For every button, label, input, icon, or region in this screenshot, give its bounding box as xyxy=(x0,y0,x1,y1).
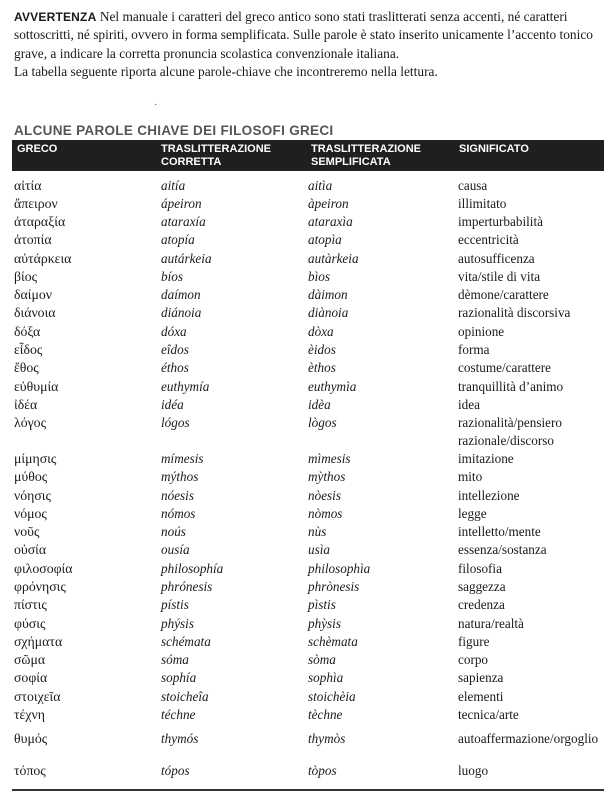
cell-significato: autosufficenza xyxy=(458,251,535,266)
cell-corretta: atopía xyxy=(161,232,195,247)
cell-greek: λόγος xyxy=(14,415,47,430)
cell-significato: illimitato xyxy=(458,196,507,211)
warning-lead: AVVERTENZA xyxy=(14,10,97,24)
cell-greek: φιλοσοφία xyxy=(14,561,73,576)
cell-corretta: phrónesis xyxy=(161,579,213,594)
header-semplificata-line2: SEMPLIFICATA xyxy=(311,155,391,168)
cell-significato: vita/stile di vita xyxy=(458,269,541,284)
cell-significato: imperturbabilità xyxy=(458,214,543,229)
cell-significato: luogo xyxy=(458,763,489,778)
cell-semplificata: dòxa xyxy=(308,324,334,339)
cell-greek: φρόνησις xyxy=(14,579,66,594)
cell-significato: opinione xyxy=(458,324,505,339)
cell-corretta: thymós xyxy=(161,731,199,746)
cell-significato: credenza xyxy=(458,597,505,612)
cell-semplificata: stoichèia xyxy=(308,689,356,704)
cell-corretta: idéa xyxy=(161,397,184,412)
cell-corretta: eîdos xyxy=(161,342,189,357)
cell-corretta: philosophía xyxy=(161,561,224,576)
cell-semplificata: nòesis xyxy=(308,488,341,503)
cell-semplificata: dàimon xyxy=(308,287,348,302)
cell-greek: αἰτία xyxy=(14,178,42,193)
cell-greek: νόμος xyxy=(14,506,47,521)
cell-corretta: dóxa xyxy=(161,324,187,339)
cell-semplificata: atopìa xyxy=(308,232,342,247)
cell-significato: razionalità/pensiero razionale/discorso xyxy=(458,415,562,448)
cell-semplificata: èidos xyxy=(308,342,336,357)
cell-corretta: bíos xyxy=(161,269,183,284)
cell-semplificata: sòma xyxy=(308,652,336,667)
cell-semplificata: usìa xyxy=(308,542,330,557)
cell-significato: intelletto/mente xyxy=(458,524,541,539)
cell-greek: βίος xyxy=(14,269,38,284)
cell-greek: τόπος xyxy=(14,763,46,778)
cell-semplificata: lògos xyxy=(308,415,337,430)
header-greek-label: GRECO xyxy=(17,143,58,155)
cell-significato: saggezza xyxy=(458,579,506,594)
warning-text-2: La tabella seguente riporta alcune parole-chiave che incontreremo nella lettura. xyxy=(14,63,438,79)
cell-semplificata: phrònesis xyxy=(308,579,360,594)
cell-significato: tecnica/arte xyxy=(458,707,519,722)
header-significato-label: SIGNIFICATO xyxy=(459,143,529,155)
cell-corretta: aitía xyxy=(161,178,186,193)
cell-corretta: schémata xyxy=(161,634,211,649)
cell-significato: forma xyxy=(458,342,490,357)
cell-semplificata: thymòs xyxy=(308,731,346,746)
stray-dot: · xyxy=(154,100,158,111)
cell-corretta: ousía xyxy=(161,542,190,557)
cell-greek: δαίμον xyxy=(14,287,52,302)
cell-semplificata: nùs xyxy=(308,524,327,539)
cell-greek: ἀταραξία xyxy=(14,214,66,229)
cell-semplificata: èthos xyxy=(308,360,336,375)
cell-significato: costume/carattere xyxy=(458,360,551,375)
cell-semplificata: autàrkeia xyxy=(308,251,359,266)
cell-significato: essenza/sostanza xyxy=(458,542,547,557)
cell-greek: νοῦς xyxy=(14,524,40,539)
cell-significato: dèmone/carattere xyxy=(458,287,549,302)
header-semplificata-line1: TRASLITTERAZIONE xyxy=(311,143,421,155)
cell-corretta: nómos xyxy=(161,506,196,521)
cell-corretta: nóesis xyxy=(161,488,194,503)
cell-greek: διάνοια xyxy=(14,305,56,320)
cell-greek: οὐσία xyxy=(14,542,47,557)
cell-corretta: pístis xyxy=(161,597,189,612)
cell-significato: legge xyxy=(458,506,487,521)
cell-semplificata: ataraxìa xyxy=(308,214,353,229)
cell-semplificata: mìmesis xyxy=(308,451,351,466)
cell-semplificata: tèchne xyxy=(308,707,343,722)
cell-corretta: téchne xyxy=(161,707,196,722)
cell-corretta: tópos xyxy=(161,763,190,778)
cell-significato: imitazione xyxy=(458,451,514,466)
cell-semplificata: sophìa xyxy=(308,670,344,685)
cell-greek: στοιχεῖα xyxy=(14,689,61,704)
cell-greek: ἄπειρον xyxy=(14,196,58,211)
cell-greek: τέχνη xyxy=(14,707,45,722)
table-bottom-rule xyxy=(12,789,604,791)
cell-corretta: diánoia xyxy=(161,305,202,320)
cell-greek: ἀτοπία xyxy=(14,232,52,247)
cell-greek: σοφία xyxy=(14,670,48,685)
cell-corretta: daímon xyxy=(161,287,201,302)
cell-corretta: mímesis xyxy=(161,451,204,466)
cell-significato: eccentricità xyxy=(458,232,519,247)
cell-semplificata: philosophìa xyxy=(308,561,371,576)
header-corretta-line1: TRASLITTERAZIONE xyxy=(161,143,271,155)
cell-corretta: sophía xyxy=(161,670,197,685)
cell-semplificata: pìstis xyxy=(308,597,336,612)
cell-greek: σῶμα xyxy=(14,652,46,667)
cell-semplificata: phỳsis xyxy=(308,616,341,631)
cell-semplificata: euthymìa xyxy=(308,379,357,394)
cell-greek: πίστις xyxy=(14,597,47,612)
cell-greek: φύσις xyxy=(14,616,46,631)
cell-semplificata: àpeiron xyxy=(308,196,349,211)
cell-significato: idea xyxy=(458,397,480,412)
cell-semplificata: tòpos xyxy=(308,763,337,778)
warning-text: Nel manuale i caratteri del greco antico sono stati traslitterati senza accenti, né caratteri sottoscritti, né spiriti, ovvero in forma semplificata. Sulle parole è stato inserito unicamente l’accento tonico grave, a indicare la corretta pronuncia scolastica convenzionale italiana. xyxy=(14,9,593,61)
cell-corretta: euthymía xyxy=(161,379,210,394)
cell-semplificata: nòmos xyxy=(308,506,343,521)
cell-significato: figure xyxy=(458,634,490,649)
cell-semplificata: diànoia xyxy=(308,305,349,320)
cell-greek: δόξα xyxy=(14,324,41,339)
cell-corretta: stoicheîa xyxy=(161,689,209,704)
cell-significato: causa xyxy=(458,178,488,193)
cell-greek: εἶδος xyxy=(14,342,43,357)
cell-semplificata: idèa xyxy=(308,397,331,412)
cell-corretta: lógos xyxy=(161,415,190,430)
cell-greek: εὐθυμία xyxy=(14,379,59,394)
cell-significato: sapienza xyxy=(458,670,504,685)
cell-corretta: ataraxía xyxy=(161,214,206,229)
cell-greek: ἔθος xyxy=(14,360,39,375)
cell-significato: filosofia xyxy=(458,561,502,576)
cell-significato: mito xyxy=(458,469,483,484)
cell-corretta: ápeiron xyxy=(161,196,202,211)
cell-greek: νόησις xyxy=(14,488,51,503)
cell-corretta: autárkeia xyxy=(161,251,212,266)
cell-greek: σχήματα xyxy=(14,634,63,649)
cell-significato: corpo xyxy=(458,652,489,667)
cell-greek: αὐτάρκεια xyxy=(14,251,72,266)
cell-semplificata: aitìa xyxy=(308,178,333,193)
cell-significato: elementi xyxy=(458,689,504,704)
cell-corretta: mýthos xyxy=(161,469,199,484)
cell-semplificata: schèmata xyxy=(308,634,358,649)
cell-corretta: phýsis xyxy=(161,616,194,631)
cell-significato: natura/realtà xyxy=(458,616,524,631)
cell-semplificata: bìos xyxy=(308,269,330,284)
cell-significato: autoaffermazione/orgoglio xyxy=(458,731,599,746)
cell-greek: ἰδέα xyxy=(14,397,38,412)
table-title: ALCUNE PAROLE CHIAVE DEI FILOSOFI GRECI xyxy=(14,123,334,138)
cell-corretta: noús xyxy=(161,524,186,539)
header-corretta-line2: CORRETTA xyxy=(161,155,222,168)
cell-greek: μύθος xyxy=(14,469,48,484)
cell-significato: razionalità discorsiva xyxy=(458,305,571,320)
cell-significato: intellezione xyxy=(458,488,520,503)
cell-corretta: sóma xyxy=(161,652,189,667)
cell-corretta: éthos xyxy=(161,360,189,375)
cell-semplificata: mỳthos xyxy=(308,469,346,484)
cell-significato: tranquillità d’animo xyxy=(458,379,564,394)
cell-greek: θυμός xyxy=(14,731,48,746)
cell-greek: μίμησις xyxy=(14,451,57,466)
